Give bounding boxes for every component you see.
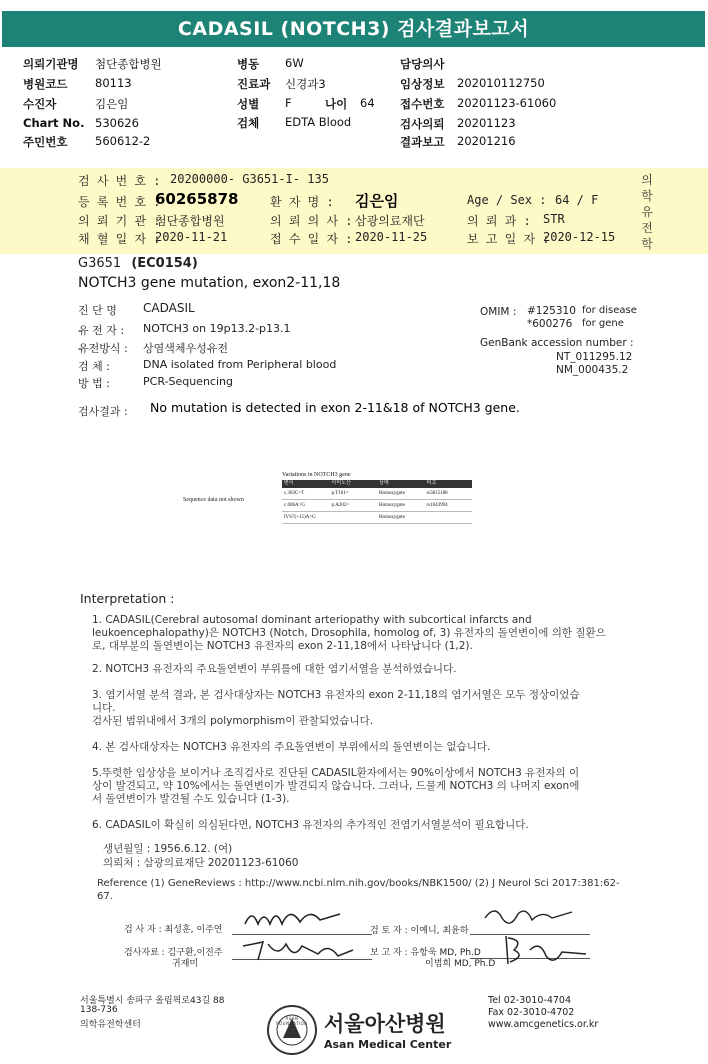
hospital-logo bbox=[266, 1000, 466, 1060]
hospital-name-english: Asan Medical Center bbox=[324, 1038, 452, 1051]
interpretation-heading: Interpretation : bbox=[80, 591, 175, 606]
address-line-3: 의학유전학센터 bbox=[80, 1020, 141, 1030]
address-line-2: 138-736 bbox=[80, 1005, 118, 1015]
dept-vertical-label: 의 학 유 전 학 bbox=[641, 173, 653, 251]
exam-no-value: 20200000- G3651-I- 135 bbox=[170, 172, 329, 186]
seal-text: ASAN FOUNDATION bbox=[276, 1016, 308, 1026]
hospital-name-value: 첨단종합병원 bbox=[95, 57, 162, 71]
variation-table bbox=[282, 472, 472, 524]
chart-no-label: Chart No. bbox=[23, 116, 85, 130]
hospital-code-value: 80113 bbox=[95, 76, 132, 90]
collect-date-label: 채 혈 일 자 : bbox=[78, 232, 161, 246]
receipt-no-label: 접수번호 bbox=[400, 97, 445, 111]
genbank-nt: NT_011295.12 bbox=[556, 351, 633, 363]
omim-label: OMIM : bbox=[480, 306, 517, 318]
telephone: Tel 02-3010-4704 bbox=[488, 995, 571, 1006]
result-report-value: 20201216 bbox=[457, 134, 516, 148]
table-row: c.606A>G p.A202= Homozygote rs1043994 bbox=[282, 500, 472, 512]
report-title: CADASIL (NOTCH3) 검사결과보고서 bbox=[2, 11, 705, 47]
patient-value: 김은임 bbox=[95, 97, 129, 111]
patient-name-value: 김은임 bbox=[355, 192, 399, 210]
reviewer-signature bbox=[480, 900, 580, 934]
receive-date-label: 접 수 일 자 : bbox=[270, 232, 353, 246]
table-row: IVS7(+15)A>G Homozygote bbox=[282, 512, 472, 524]
interp-item-6: 6. CADASIL이 확실히 의심된다면, NOTCH3 유전자의 추가적인 전염기서열분석이 필요합니다. bbox=[92, 819, 529, 831]
omim-disease: #125310 bbox=[527, 305, 576, 317]
omim-disease-note: for disease bbox=[582, 305, 637, 316]
specimen-label: 검체 bbox=[237, 116, 260, 130]
agesex-value: 64 / F bbox=[555, 193, 599, 207]
result-value: No mutation is detected in exon 2-11&18 of NOTCH3 gene. bbox=[150, 400, 520, 415]
inst-value: 첨단종합병원 bbox=[155, 214, 225, 228]
resident-no-value: 560612-2 bbox=[95, 134, 151, 148]
reviewer: 검 토 자 : 이예니, 최윤하 bbox=[370, 926, 469, 936]
agesex-label: Age / Sex : bbox=[467, 193, 547, 207]
data-examiner-signature bbox=[238, 934, 358, 966]
header-info bbox=[0, 56, 708, 156]
method-label: 방 법 : bbox=[78, 377, 110, 390]
reg-no-label: 등 록 번 호 : bbox=[78, 195, 161, 209]
doctor-label: 담당의사 bbox=[400, 57, 445, 71]
requester: 의뢰처 : 삼광의료재단 20201123-61060 bbox=[103, 857, 299, 869]
interp-item-2: 2. NOTCH3 유전자의 주요돌연변이 부위를에 대한 염기서열을 분석하였습니다. bbox=[92, 663, 457, 675]
resident-no-label: 주민번호 bbox=[23, 135, 68, 149]
reporter-signature bbox=[496, 930, 596, 970]
collect-date-value: 2020-11-21 bbox=[155, 230, 228, 244]
chart-no-value: 530626 bbox=[95, 116, 139, 130]
test-code-secondary: (EC0154) bbox=[131, 256, 198, 271]
department-value: 신경과3 bbox=[285, 77, 326, 91]
receipt-no-value: 20201123-61060 bbox=[457, 96, 557, 110]
ward-label: 병동 bbox=[237, 57, 260, 71]
fax: Fax 02-3010-4702 bbox=[488, 1007, 575, 1018]
examiner-signature bbox=[240, 900, 350, 936]
data-examiner-2: 귀재미 bbox=[172, 959, 199, 969]
genbank-nm: NM_000435.2 bbox=[556, 364, 629, 376]
req-doctor-value: 삼광의료재단 bbox=[355, 214, 425, 228]
reference: Reference (1) GeneReviews : http://www.ncbi.nlm.nih.gov/books/NBK1500/ (2) J Neurol Sci 2017:381:62- 67. bbox=[97, 878, 620, 902]
clinical-info-value: 202010112750 bbox=[457, 76, 545, 90]
result-label: 검사결과 : bbox=[78, 405, 128, 418]
specimen-value: EDTA Blood bbox=[285, 115, 352, 129]
method-value: PCR-Sequencing bbox=[143, 375, 233, 388]
reg-no-value: 60265878 bbox=[155, 190, 239, 208]
omim-gene-note: for gene bbox=[582, 318, 624, 329]
gene-value: NOTCH3 on 19p13.2-p13.1 bbox=[143, 322, 291, 335]
sample-value: DNA isolated from Peripheral blood bbox=[143, 358, 337, 371]
hospital-name-label: 의뢰기관명 bbox=[23, 57, 79, 71]
hospital-code-label: 병원코드 bbox=[23, 77, 68, 91]
gene-label: 유 전 자 : bbox=[78, 324, 125, 337]
interp-item-1: 1. CADASIL(Cerebral autosomal dominant arteriopathy with subcortical infarcts and leukoencephalopathy)은 NOTCH3 (Notch, Drosophila, homolog of, 3) 유전자의 돌연변이에 의한 질환으 로, 대부분의 돌연변이는 NOTCH3 유전자의 exon 2-11,18에서 나타납니다 (1,2). bbox=[92, 614, 606, 652]
inheritance-label: 유전방식 : bbox=[78, 342, 128, 355]
req-dept-value: STR bbox=[543, 212, 565, 226]
variation-table-header: 변이 아미노산 상태 비고 bbox=[282, 480, 472, 488]
omim-gene: *600276 bbox=[527, 318, 573, 330]
patient-name-label: 환 자 명 : bbox=[270, 195, 334, 209]
variation-table-title: Variations in NOTCH3 gene bbox=[282, 472, 351, 478]
inheritance-value: 상염색체우성유전 bbox=[143, 342, 229, 355]
report-date-label: 보 고 일 자 : bbox=[467, 232, 550, 246]
diagnosis-value: CADASIL bbox=[143, 301, 195, 315]
sex-value: F bbox=[285, 96, 292, 110]
foundation-seal-icon bbox=[266, 1004, 318, 1056]
sequence-note: Sequence data not shown bbox=[183, 497, 244, 503]
test-code: G3651 bbox=[78, 256, 122, 271]
interp-item-5: 5.뚜렷한 임상상을 보이거나 조직검사로 진단된 CADASIL환자에서는 90%이상에서 NOTCH3 유전자의 이 상이 발견되고, 약 10%에서는 돌연변이가 발견되지 않습니다. 그러나, 드물게 NOTCH3 의 나머지 exon에 서 돌연변이가 발견될 수도 있습니다 (1-3). bbox=[92, 767, 580, 805]
exam-request-value: 20201123 bbox=[457, 116, 516, 130]
req-dept-label: 의 뢰 과 : bbox=[467, 214, 531, 228]
data-examiner: 검사자료 : 김구환,이진주 bbox=[124, 948, 223, 958]
reporter: 보 고 자 : 유항욱 MD, Ph.D bbox=[370, 948, 481, 958]
birth-date: 생년월일 : 1956.6.12. (여) bbox=[103, 843, 233, 855]
hospital-name-korean: 서울아산병원 bbox=[324, 1012, 446, 1036]
inst-label: 의 뢰 기 관 : bbox=[78, 214, 161, 228]
exam-request-label: 검사의뢰 bbox=[400, 117, 445, 131]
table-row: c.303C>T p.T101= Homozygote rs3815188 bbox=[282, 488, 472, 500]
department-label: 진료과 bbox=[237, 77, 271, 91]
address-line-1: 서울특별시 송파구 올림픽로43길 88 bbox=[80, 996, 225, 1006]
patient-label: 수진자 bbox=[23, 97, 57, 111]
test-name: NOTCH3 gene mutation, exon2-11,18 bbox=[78, 275, 341, 291]
ward-value: 6W bbox=[285, 56, 304, 70]
result-report-label: 결과보고 bbox=[400, 135, 445, 149]
diagnosis-label: 진 단 명 bbox=[78, 304, 117, 317]
receive-date-value: 2020-11-25 bbox=[355, 230, 428, 244]
examiner: 검 사 자 : 최성훈, 이주연 bbox=[124, 925, 223, 935]
age-value: 64 bbox=[360, 96, 375, 110]
exam-no-label: 검 사 번 호 : bbox=[78, 174, 161, 188]
sex-label: 성별 bbox=[237, 97, 260, 111]
report-date-value: 2020-12-15 bbox=[543, 230, 616, 244]
clinical-info-label: 임상정보 bbox=[400, 77, 445, 91]
sample-label: 검 체 : bbox=[78, 360, 110, 373]
interp-item-3: 3. 염기서열 분석 결과, 본 검사대상자는 NOTCH3 유전자의 exon 2-11,18의 염기서열은 모두 정상이었습 니다. 검사된 범위내에서 3개의 polymorphism이 관찰되었습니다. bbox=[92, 689, 580, 727]
age-label: 나이 bbox=[325, 97, 348, 111]
website: www.amcgenetics.or.kr bbox=[488, 1019, 599, 1030]
genbank-label: GenBank accession number : bbox=[480, 337, 634, 349]
reporter-2: 이범희 MD, Ph.D bbox=[425, 959, 496, 969]
req-doctor-label: 의 뢰 의 사 : bbox=[270, 214, 353, 228]
interp-item-4: 4. 본 검사대상자는 NOTCH3 유전자의 주요돌연변이 부위에서의 돌연변이는 없습니다. bbox=[92, 741, 491, 753]
